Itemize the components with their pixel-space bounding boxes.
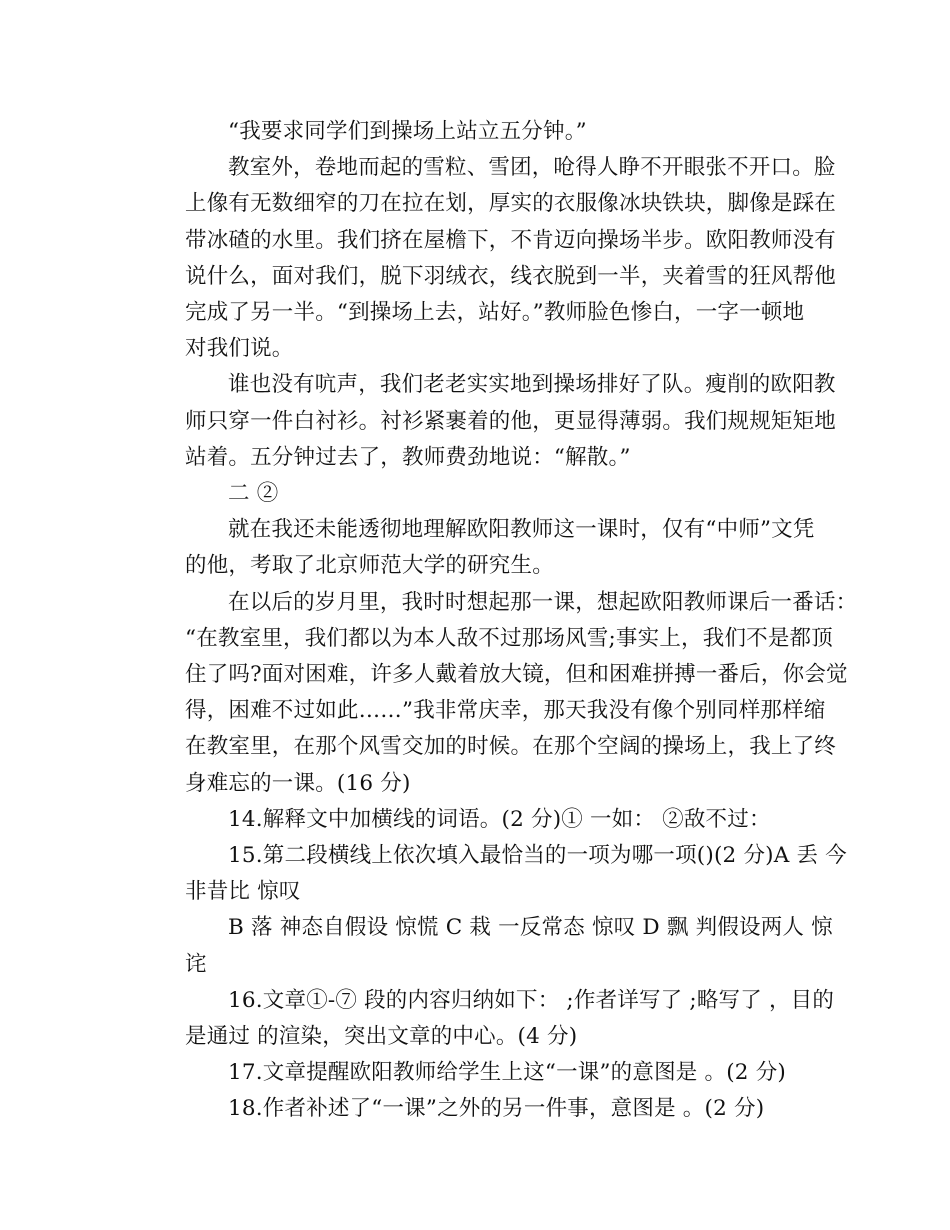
text-line: 就在我还未能透彻地理解欧阳教师这一课时，仅有“中师”文凭 <box>228 517 815 543</box>
text-line: 站着。五分钟过去了，教师费劲地说：“解散。” <box>185 444 631 470</box>
text-line: 谁也没有吭声，我们老老实实地到操场排好了队。瘦削的欧阳教 <box>228 372 836 398</box>
text-line: 二 ② <box>228 481 279 507</box>
text-line: 住了吗?面对困难，许多人戴着放大镜，但和困难拼搏一番后，你会觉 <box>185 662 848 688</box>
question-15: 15.第二段横线上依次填入最恰当的一项为哪一项()(2 分)A 丢 今 <box>228 843 847 869</box>
text-line: 对我们说。 <box>185 336 294 362</box>
text-line: 是通过 的渲染，突出文章的中心。(4 分) <box>185 1024 578 1050</box>
text-line: 非昔比 惊叹 <box>185 879 301 905</box>
question-16: 16.文章①-⑦ 段的内容归纳如下： ;作者详写了 ;略写了 ，目的 <box>228 987 835 1013</box>
document-text <box>142 114 858 1128</box>
text-line: 教室外，卷地而起的雪粒、雪团，呛得人睁不开眼张不开口。脸 <box>228 155 836 181</box>
document-body <box>142 114 858 1128</box>
text-line: 上像有无数细窄的刀在拉在划，厚实的衣服像冰块铁块，脚像是踩在 <box>185 191 837 217</box>
text-line: “我要求同学们到操场上站立五分钟。” <box>228 119 587 144</box>
question-18: 18.作者补述了“一课”之外的另一件事，意图是 。(2 分) <box>228 1096 765 1122</box>
text-line: 完成了另一半。“到操场上去，站好。”教师脸色惨白，一字一顿地 <box>185 300 805 326</box>
text-line: 身难忘的一课。(16 分) <box>185 770 411 796</box>
question-15-options: B 落 神态自假设 惊慌 C 栽 一反常态 惊叹 D 飘 判假设两人 惊 <box>228 915 833 941</box>
question-17: 17.文章提醒欧阳教师给学生上这“一课”的意图是 。(2 分) <box>228 1060 787 1086</box>
question-14: 14.解释文中加横线的词语。(2 分)① 一如： ②敌不过： <box>228 806 771 832</box>
text-line: 在教室里，在那个风雪交加的时候。在那个空阔的操场上，我上了终 <box>185 734 837 760</box>
text-line: 说什么，面对我们，脱下羽绒衣，线衣脱到一半，夹着雪的狂风帮他 <box>185 263 837 289</box>
text-line: 带冰碴的水里。我们挤在屋檐下，不肯迈向操场半步。欧阳教师没有 <box>185 227 837 253</box>
text-line: 的他，考取了北京师范大学的研究生。 <box>185 553 554 579</box>
text-line: 诧 <box>185 951 207 977</box>
text-line: 得，困难不过如此……”我非常庆幸，那天我没有像个别同样那样缩 <box>185 698 826 724</box>
text-line: 师只穿一件白衬衫。衬衫紧裹着的他，更显得薄弱。我们规规矩矩地 <box>185 408 837 434</box>
text-line: “在教室里，我们都以为本人敌不过那场风雪;事实上，我们不是都顶 <box>185 625 833 651</box>
text-line: 在以后的岁月里，我时时想起那一课，想起欧阳教师课后一番话： <box>228 589 858 615</box>
